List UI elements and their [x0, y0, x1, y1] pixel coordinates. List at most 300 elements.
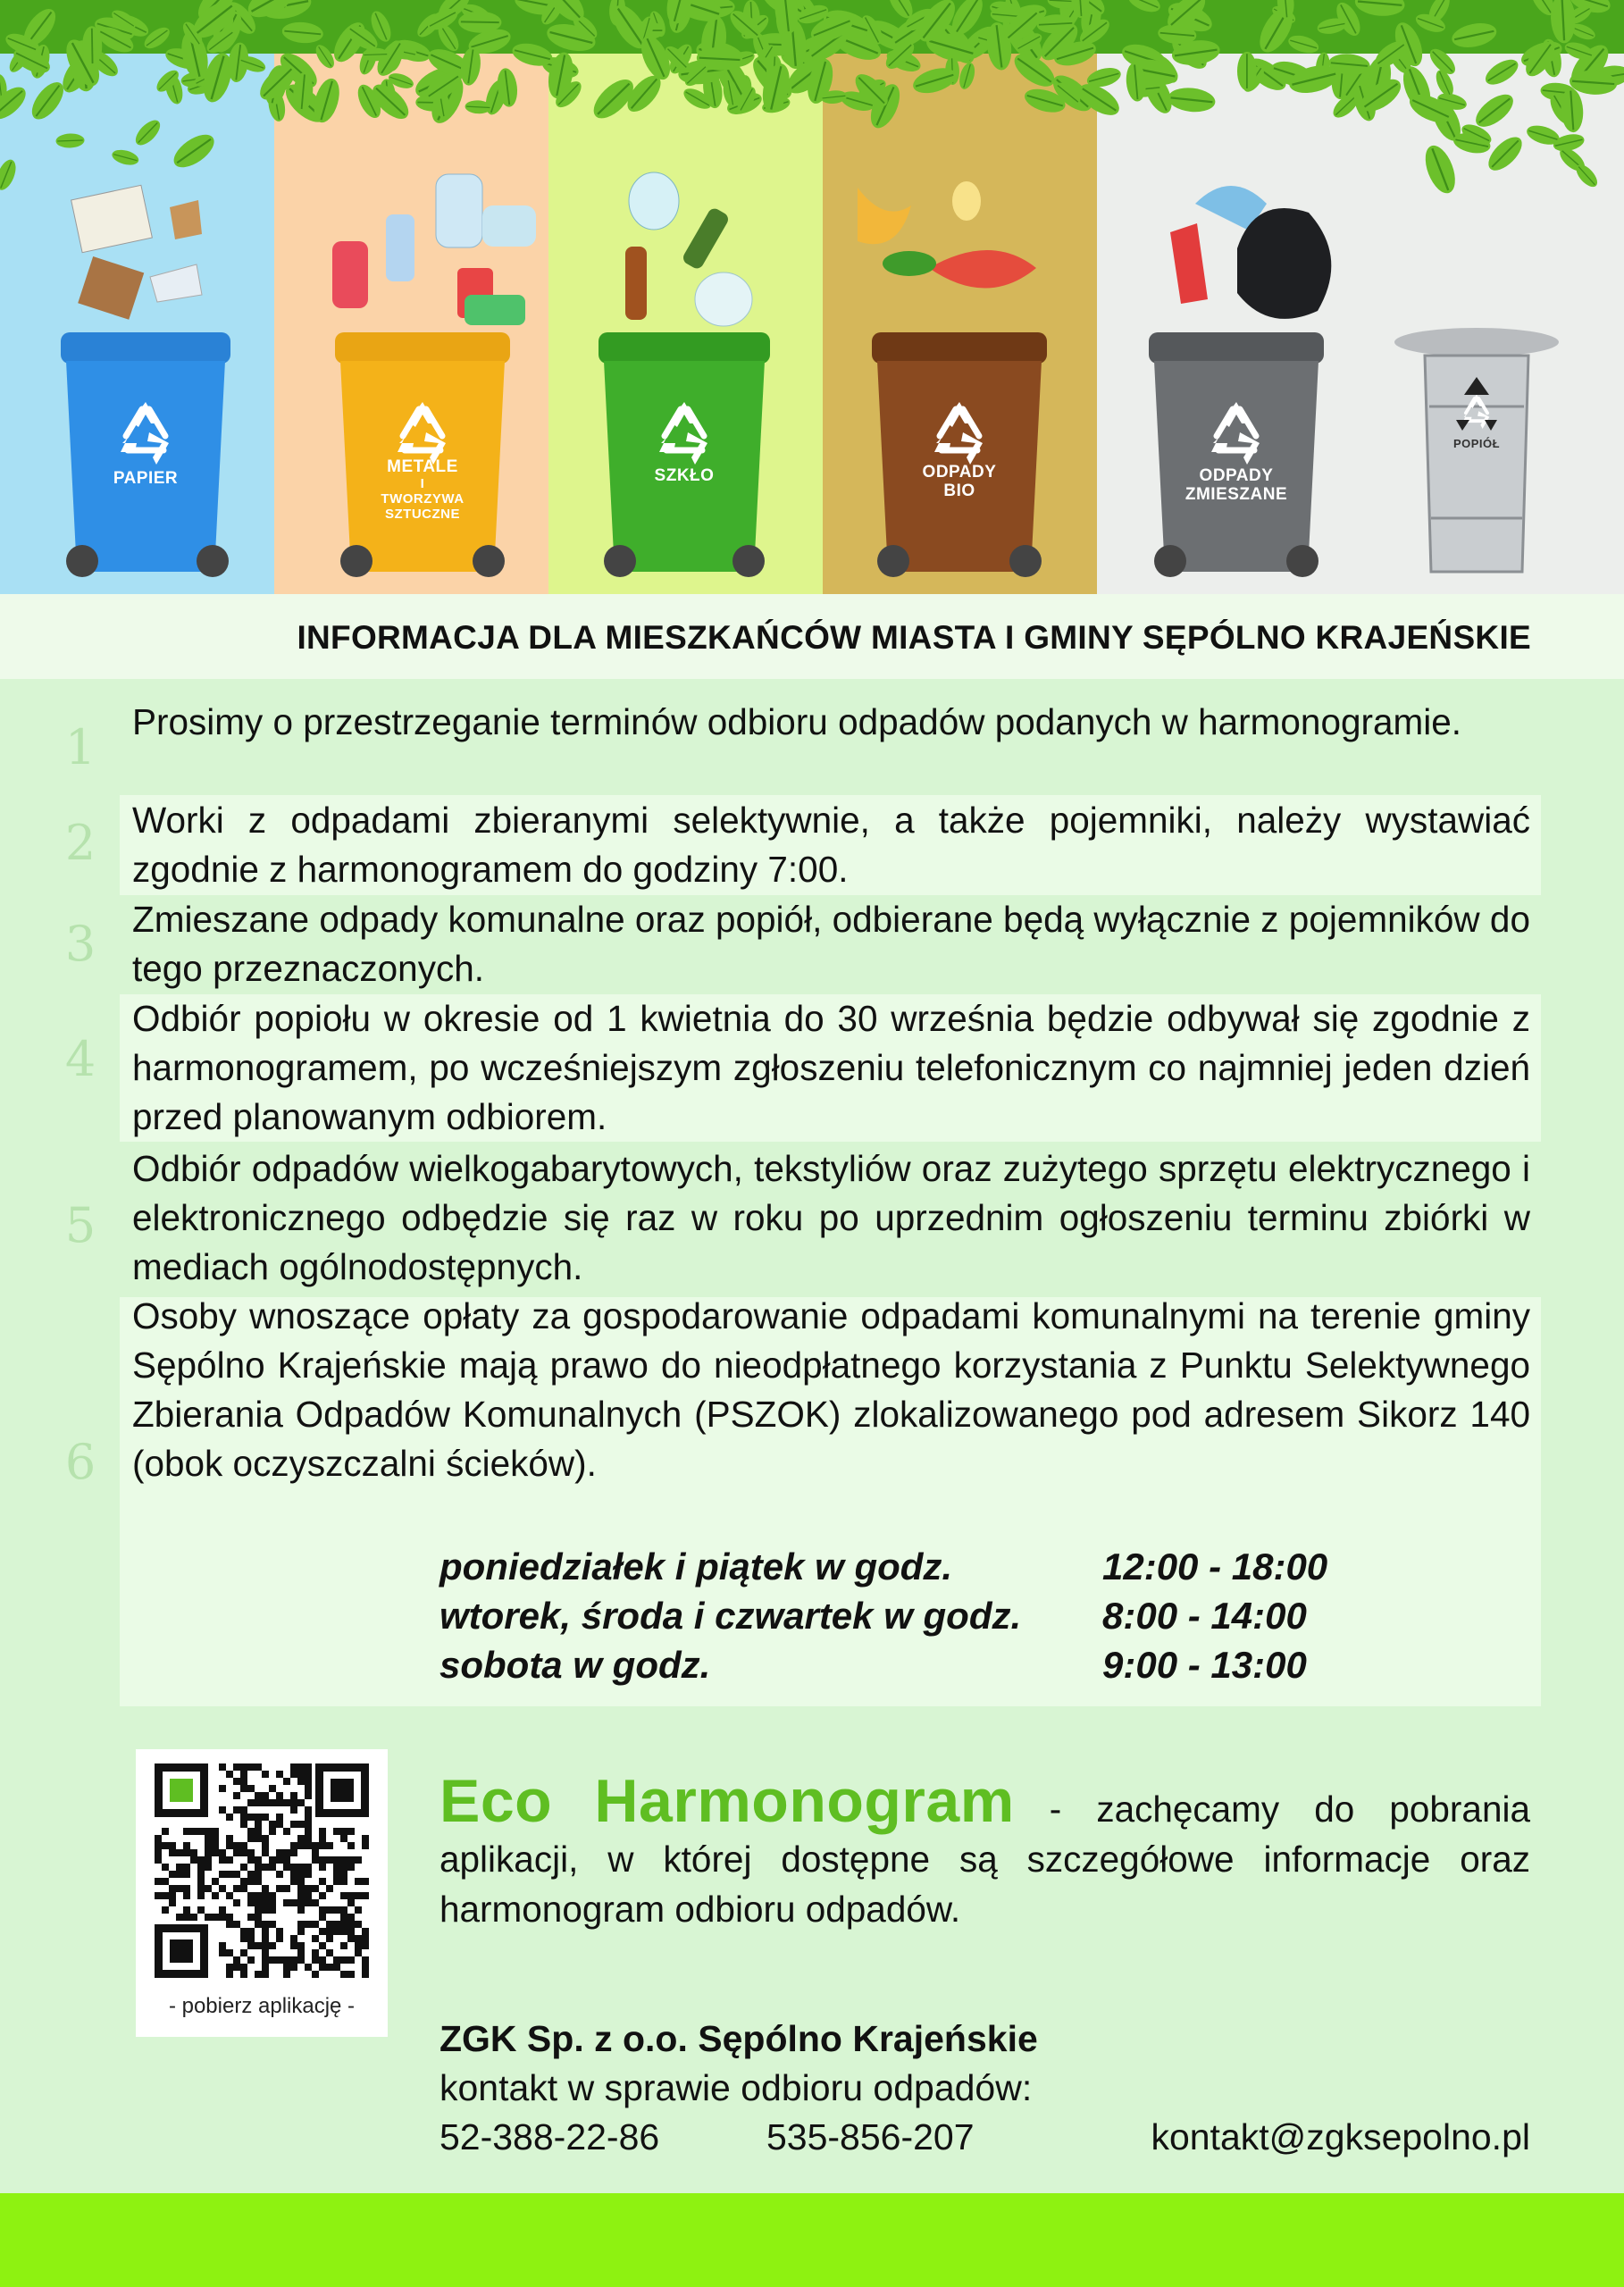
- qr-module: [155, 1892, 162, 1899]
- list-item-text: Osoby wnoszące opłaty za gospodarowanie odpadami komunalnymi na terenie gminy Sępólno Krajeńskie mają prawo do nieodpłatnego korzystania z Punktu Selektywnego Zbierania Odpadów Komunalnych (PSZOK) zlokalizowanego pod adresem Sikorz 140 (obok oczyszczalni ścieków).: [132, 1295, 1530, 1484]
- qr-module: [340, 1928, 347, 1935]
- qr-module: [240, 1949, 247, 1956]
- qr-module: [197, 1892, 205, 1899]
- qr-module: [333, 1864, 340, 1871]
- list-item-text: Zmieszane odpady komunalne oraz popiół, odbierane będą wyłącznie z pojemników do tego przeznaczonych.: [132, 899, 1530, 989]
- bin-papier: [61, 332, 230, 577]
- qr-module: [319, 1956, 326, 1964]
- qr-module: [155, 1856, 162, 1864]
- qr-module: [319, 1828, 326, 1835]
- email-link[interactable]: kontakt@zgksepolno.pl: [1151, 2116, 1530, 2157]
- qr-module: [276, 1821, 283, 1828]
- qr-module: [262, 1799, 269, 1806]
- qr-module: [326, 1856, 333, 1864]
- qr-module: [362, 1935, 369, 1942]
- qr-module: [219, 1871, 226, 1878]
- qr-module: [319, 1964, 326, 1971]
- hours-time: 9:00 - 13:00: [1102, 1644, 1307, 1686]
- qr-module: [169, 1892, 176, 1899]
- qr-module: [297, 1885, 305, 1892]
- qr-module: [162, 1892, 169, 1899]
- qr-module: [247, 1814, 255, 1821]
- qr-module: [255, 1828, 262, 1835]
- qr-module: [247, 1942, 255, 1949]
- qr-module: [262, 1949, 269, 1956]
- qr-module: [347, 1914, 355, 1921]
- qr-module: [319, 1864, 326, 1871]
- hours-days: sobota w godz.: [439, 1644, 711, 1686]
- qr-module: [240, 1935, 247, 1942]
- qr-module: [226, 1842, 233, 1849]
- qr-module: [240, 1864, 247, 1871]
- qr-module: [326, 1842, 333, 1849]
- qr-module: [305, 1792, 312, 1799]
- phone-number[interactable]: 535-856-207: [766, 2116, 975, 2157]
- qr-module: [340, 1906, 347, 1914]
- qr-module: [362, 1928, 369, 1935]
- qr-module: [326, 1964, 333, 1971]
- qr-module: [290, 1763, 297, 1771]
- qr-module: [290, 1956, 297, 1964]
- qr-module: [269, 1785, 276, 1792]
- qr-module: [305, 1885, 312, 1892]
- qr-module: [269, 1921, 276, 1928]
- qr-module: [255, 1878, 262, 1885]
- qr-module: [297, 1921, 305, 1928]
- qr-module: [262, 1971, 269, 1978]
- qr-module: [255, 1914, 262, 1921]
- qr-module: [247, 1785, 255, 1792]
- qr-module: [347, 1935, 355, 1942]
- qr-module: [333, 1964, 340, 1971]
- qr-module: [190, 1828, 197, 1835]
- qr-module: [312, 1935, 319, 1942]
- qr-module: [333, 1921, 340, 1928]
- qr-module: [297, 1799, 305, 1806]
- qr-module: [290, 1871, 297, 1878]
- list-number: 5: [64, 1197, 96, 1253]
- qr-module: [255, 1792, 262, 1799]
- qr-module: [240, 1771, 247, 1778]
- qr-module: [255, 1835, 262, 1842]
- qr-module: [205, 1835, 212, 1842]
- qr-module: [240, 1763, 247, 1771]
- qr-module: [183, 1871, 190, 1878]
- list-number: 6: [64, 1434, 96, 1490]
- qr-module: [297, 1899, 305, 1906]
- qr-module: [305, 1842, 312, 1849]
- qr-module: [247, 1849, 255, 1856]
- qr-module: [255, 1763, 262, 1771]
- hours-time: 8:00 - 14:00: [1102, 1595, 1307, 1637]
- list-item-text: Prosimy o przestrzeganie terminów odbioru odpadów podanych w harmonogramie.: [132, 701, 1462, 742]
- qr-module: [290, 1806, 297, 1814]
- qr-module: [205, 1828, 212, 1835]
- qr-module: [347, 1864, 355, 1871]
- qr-module: [226, 1856, 233, 1864]
- qr-module: [347, 1956, 355, 1964]
- qr-module: [347, 1899, 355, 1906]
- qr-module: [347, 1921, 355, 1928]
- qr-module: [155, 1835, 162, 1842]
- qr-module: [333, 1871, 340, 1878]
- qr-module: [290, 1792, 297, 1799]
- qr-module: [262, 1892, 269, 1899]
- qr-module: [340, 1914, 347, 1921]
- hours-days: poniedziałek i piątek w godz.: [439, 1546, 953, 1587]
- qr-module: [362, 1835, 369, 1842]
- qr-module: [319, 1928, 326, 1935]
- qr-module: [219, 1949, 226, 1956]
- qr-module: [297, 1949, 305, 1956]
- qr-module: [262, 1864, 269, 1871]
- list-item-text: Odbiór odpadów wielkogabarytowych, tekstyliów oraz zużytego sprzętu elektrycznego i elektronicznego odbędzie się raz w roku po uprzednim ogłoszeniu terminu zbiórki w mediach ogólnodostępnych.: [132, 1148, 1530, 1287]
- qr-module: [262, 1921, 269, 1928]
- qr-module: [226, 1914, 233, 1921]
- qr-module: [276, 1871, 283, 1878]
- qr-module: [205, 1885, 212, 1892]
- qr-module: [297, 1835, 305, 1842]
- qr-module: [269, 1856, 276, 1864]
- qr-module: [205, 1864, 212, 1871]
- qr-module: [226, 1964, 233, 1971]
- qr-module: [247, 1835, 255, 1842]
- company-name: ZGK Sp. z o.o. Sępólno Krajeńskie: [439, 2018, 1038, 2059]
- bin-bio: [872, 332, 1047, 577]
- qr-module: [362, 1878, 369, 1885]
- qr-module: [290, 1864, 297, 1871]
- qr-module: [276, 1799, 283, 1806]
- qr-caption: - pobierz aplikację -: [168, 1994, 356, 2018]
- qr-module: [255, 1971, 262, 1978]
- app-description: - zachęcamy do pobrania aplikacji, w której dostępne są szczegółowe informacje oraz harmonogram odbioru odpadów.: [439, 1789, 1530, 1930]
- qr-module: [305, 1864, 312, 1871]
- qr-module: [240, 1814, 247, 1821]
- qr-module: [333, 1906, 340, 1914]
- qr-module: [297, 1906, 305, 1914]
- qr-module: [290, 1942, 297, 1949]
- qr-module: [255, 1821, 262, 1828]
- qr-module: [262, 1835, 269, 1842]
- qr-module: [219, 1942, 226, 1949]
- qr-module: [290, 1878, 297, 1885]
- qr-module: [269, 1942, 276, 1949]
- qr-module: [262, 1928, 269, 1935]
- qr-module: [240, 1785, 247, 1792]
- qr-module: [162, 1878, 169, 1885]
- qr-module: [212, 1828, 219, 1835]
- qr-module: [297, 1878, 305, 1885]
- qr-module: [255, 1906, 262, 1914]
- phone-number[interactable]: 52-388-22-86: [439, 2116, 660, 2157]
- qr-module: [226, 1971, 233, 1978]
- qr-module: [283, 1956, 290, 1964]
- list-number: 1: [64, 719, 96, 775]
- qr-module: [355, 1921, 362, 1928]
- qr-module: [283, 1864, 290, 1871]
- page-title: INFORMACJA DLA MIESZKAŃCÓW MIASTA I GMINY SĘPÓLNO KRAJEŃSKIE: [297, 619, 1531, 656]
- qr-module: [183, 1885, 190, 1892]
- qr-code-icon[interactable]: [155, 1763, 369, 1978]
- bin-label-zmieszane: ODPADY ZMIESZANE: [1185, 466, 1288, 504]
- qr-module: [197, 1856, 205, 1864]
- qr-module: [283, 1828, 290, 1835]
- qr-module: [162, 1864, 169, 1871]
- qr-module: [197, 1828, 205, 1835]
- qr-module: [255, 1921, 262, 1928]
- qr-module: [262, 1885, 269, 1892]
- qr-module: [333, 1828, 340, 1835]
- qr-module: [297, 1956, 305, 1964]
- qr-module: [240, 1878, 247, 1885]
- qr-module: [226, 1949, 233, 1956]
- qr-module: [262, 1842, 269, 1849]
- qr-module: [233, 1871, 240, 1878]
- qr-module: [326, 1906, 333, 1914]
- qr-module: [355, 1892, 362, 1899]
- list-number: 3: [64, 916, 96, 972]
- qr-module: [312, 1842, 319, 1849]
- qr-module: [212, 1842, 219, 1849]
- qr-module: [255, 1942, 262, 1949]
- qr-module: [262, 1792, 269, 1799]
- qr-module: [297, 1928, 305, 1935]
- qr-module: [176, 1914, 183, 1921]
- qr-module: [312, 1971, 319, 1978]
- qr-module: [183, 1906, 190, 1914]
- qr-module: [240, 1928, 247, 1935]
- qr-module: [319, 1892, 326, 1899]
- qr-module: [205, 1914, 212, 1921]
- qr-module: [283, 1971, 290, 1978]
- qr-code-box[interactable]: [136, 1749, 388, 2037]
- qr-module: [326, 1885, 333, 1892]
- qr-module: [355, 1935, 362, 1942]
- qr-module: [362, 1964, 369, 1971]
- qr-module: [326, 1921, 333, 1928]
- qr-module: [362, 1842, 369, 1849]
- app-promo: [439, 1767, 1530, 1934]
- qr-module: [355, 1878, 362, 1885]
- qr-module: [283, 1899, 290, 1906]
- qr-module: [290, 1821, 297, 1828]
- qr-module: [305, 1828, 312, 1835]
- qr-module: [347, 1892, 355, 1899]
- qr-module: [155, 1849, 162, 1856]
- qr-module: [233, 1849, 240, 1856]
- qr-module: [183, 1828, 190, 1835]
- qr-module: [262, 1942, 269, 1949]
- qr-module: [255, 1856, 262, 1864]
- qr-module: [333, 1878, 340, 1885]
- qr-module: [262, 1964, 269, 1971]
- qr-module: [290, 1935, 297, 1942]
- qr-module: [283, 1964, 290, 1971]
- qr-module: [255, 1871, 262, 1878]
- qr-module: [305, 1899, 312, 1906]
- qr-module: [305, 1835, 312, 1842]
- qr-module: [240, 1778, 247, 1785]
- qr-module: [247, 1899, 255, 1906]
- qr-module: [262, 1849, 269, 1856]
- qr-module: [312, 1956, 319, 1964]
- qr-module: [319, 1842, 326, 1849]
- qr-module: [176, 1849, 183, 1856]
- qr-module: [297, 1892, 305, 1899]
- qr-module: [169, 1871, 176, 1878]
- qr-module: [212, 1835, 219, 1842]
- qr-module: [212, 1892, 219, 1899]
- qr-module: [219, 1763, 226, 1771]
- qr-module: [347, 1971, 355, 1978]
- qr-module: [240, 1842, 247, 1849]
- qr-module: [276, 1792, 283, 1799]
- qr-module: [219, 1806, 226, 1814]
- qr-module: [312, 1849, 319, 1856]
- qr-module: [312, 1885, 319, 1892]
- qr-module: [262, 1935, 269, 1942]
- qr-module: [255, 1814, 262, 1821]
- qr-module: [283, 1849, 290, 1856]
- qr-module: [247, 1763, 255, 1771]
- qr-module: [247, 1828, 255, 1835]
- qr-module: [233, 1792, 240, 1799]
- bins-illustration: [0, 0, 1624, 594]
- qr-module: [197, 1906, 205, 1914]
- qr-module: [362, 1892, 369, 1899]
- qr-module: [269, 1799, 276, 1806]
- qr-module: [162, 1828, 169, 1835]
- qr-module: [219, 1849, 226, 1856]
- qr-module: [276, 1814, 283, 1821]
- qr-module: [312, 1921, 319, 1928]
- qr-module: [155, 1878, 162, 1885]
- qr-module: [183, 1864, 190, 1871]
- qr-module: [319, 1914, 326, 1921]
- qr-module: [305, 1871, 312, 1878]
- qr-module: [155, 1842, 162, 1849]
- qr-module: [305, 1921, 312, 1928]
- qr-module: [205, 1849, 212, 1856]
- qr-module: [176, 1864, 183, 1871]
- qr-module: [276, 1885, 283, 1892]
- qr-module: [233, 1921, 240, 1928]
- qr-module: [247, 1956, 255, 1964]
- qr-module: [333, 1928, 340, 1935]
- qr-module: [362, 1956, 369, 1964]
- qr-module: [240, 1821, 247, 1828]
- qr-module: [276, 1771, 283, 1778]
- qr-module: [212, 1914, 219, 1921]
- qr-module: [269, 1956, 276, 1964]
- qr-module: [276, 1956, 283, 1964]
- qr-module: [226, 1835, 233, 1842]
- leaf-icon: [1237, 52, 1257, 91]
- qr-module: [333, 1856, 340, 1864]
- app-name[interactable]: Eco Harmonogram: [439, 1767, 1015, 1835]
- list-item-text: Worki z odpadami zbieranymi selektywnie, a także pojemniki, należy wystawiać zgodnie z harmonogramem do godziny 7:00.: [132, 800, 1530, 890]
- qr-module: [262, 1899, 269, 1906]
- qr-module: [355, 1942, 362, 1949]
- qr-module: [290, 1849, 297, 1856]
- qr-module: [212, 1849, 219, 1856]
- qr-module: [255, 1892, 262, 1899]
- qr-module: [290, 1799, 297, 1806]
- qr-module: [355, 1949, 362, 1956]
- qr-module: [183, 1849, 190, 1856]
- qr-module: [240, 1885, 247, 1892]
- bin-szklo: [599, 332, 770, 577]
- qr-module: [290, 1771, 297, 1778]
- qr-module: [340, 1878, 347, 1885]
- qr-module: [190, 1914, 197, 1921]
- qr-module: [283, 1856, 290, 1864]
- qr-module: [226, 1771, 233, 1778]
- qr-module: [340, 1971, 347, 1978]
- bottom-bar: [0, 2193, 1624, 2287]
- qr-module: [247, 1892, 255, 1899]
- qr-module: [197, 1864, 205, 1871]
- qr-module: [362, 1942, 369, 1949]
- qr-module: [162, 1906, 169, 1914]
- qr-module: [340, 1942, 347, 1949]
- bin-label-popiol: POPIÓŁ: [1452, 437, 1501, 450]
- qr-module: [319, 1906, 326, 1914]
- qr-module: [319, 1835, 326, 1842]
- list-number: 4: [64, 1031, 96, 1087]
- qr-module: [305, 1806, 312, 1814]
- qr-module: [240, 1806, 247, 1814]
- qr-module: [347, 1828, 355, 1835]
- qr-module: [247, 1871, 255, 1878]
- qr-module: [297, 1842, 305, 1849]
- qr-module: [226, 1814, 233, 1821]
- qr-module: [297, 1871, 305, 1878]
- qr-module: [319, 1856, 326, 1864]
- qr-module: [297, 1864, 305, 1871]
- qr-module: [255, 1864, 262, 1871]
- qr-module: [233, 1806, 240, 1814]
- qr-module: [169, 1849, 176, 1856]
- bin-label-szklo: SZKŁO: [654, 466, 715, 485]
- qr-module: [326, 1949, 333, 1956]
- qr-module: [312, 1949, 319, 1956]
- qr-module: [347, 1856, 355, 1864]
- qr-module: [212, 1878, 219, 1885]
- qr-module: [269, 1821, 276, 1828]
- qr-module: [340, 1871, 347, 1878]
- qr-module: [305, 1892, 312, 1899]
- qr-module: [255, 1799, 262, 1806]
- qr-module: [233, 1885, 240, 1892]
- list-number: 2: [64, 815, 96, 871]
- qr-module: [305, 1821, 312, 1828]
- qr-module: [183, 1842, 190, 1849]
- qr-module: [276, 1856, 283, 1864]
- bin-label-bio: ODPADY BIO: [922, 463, 997, 500]
- qr-module: [247, 1856, 255, 1864]
- qr-module: [269, 1864, 276, 1871]
- qr-module: [312, 1899, 319, 1906]
- qr-module: [205, 1856, 212, 1864]
- qr-module: [297, 1942, 305, 1949]
- qr-module: [219, 1856, 226, 1864]
- qr-module: [269, 1892, 276, 1899]
- qr-module: [312, 1856, 319, 1864]
- bin-label-papier: PAPIER: [113, 469, 179, 488]
- qr-module: [297, 1821, 305, 1828]
- qr-module: [276, 1935, 283, 1942]
